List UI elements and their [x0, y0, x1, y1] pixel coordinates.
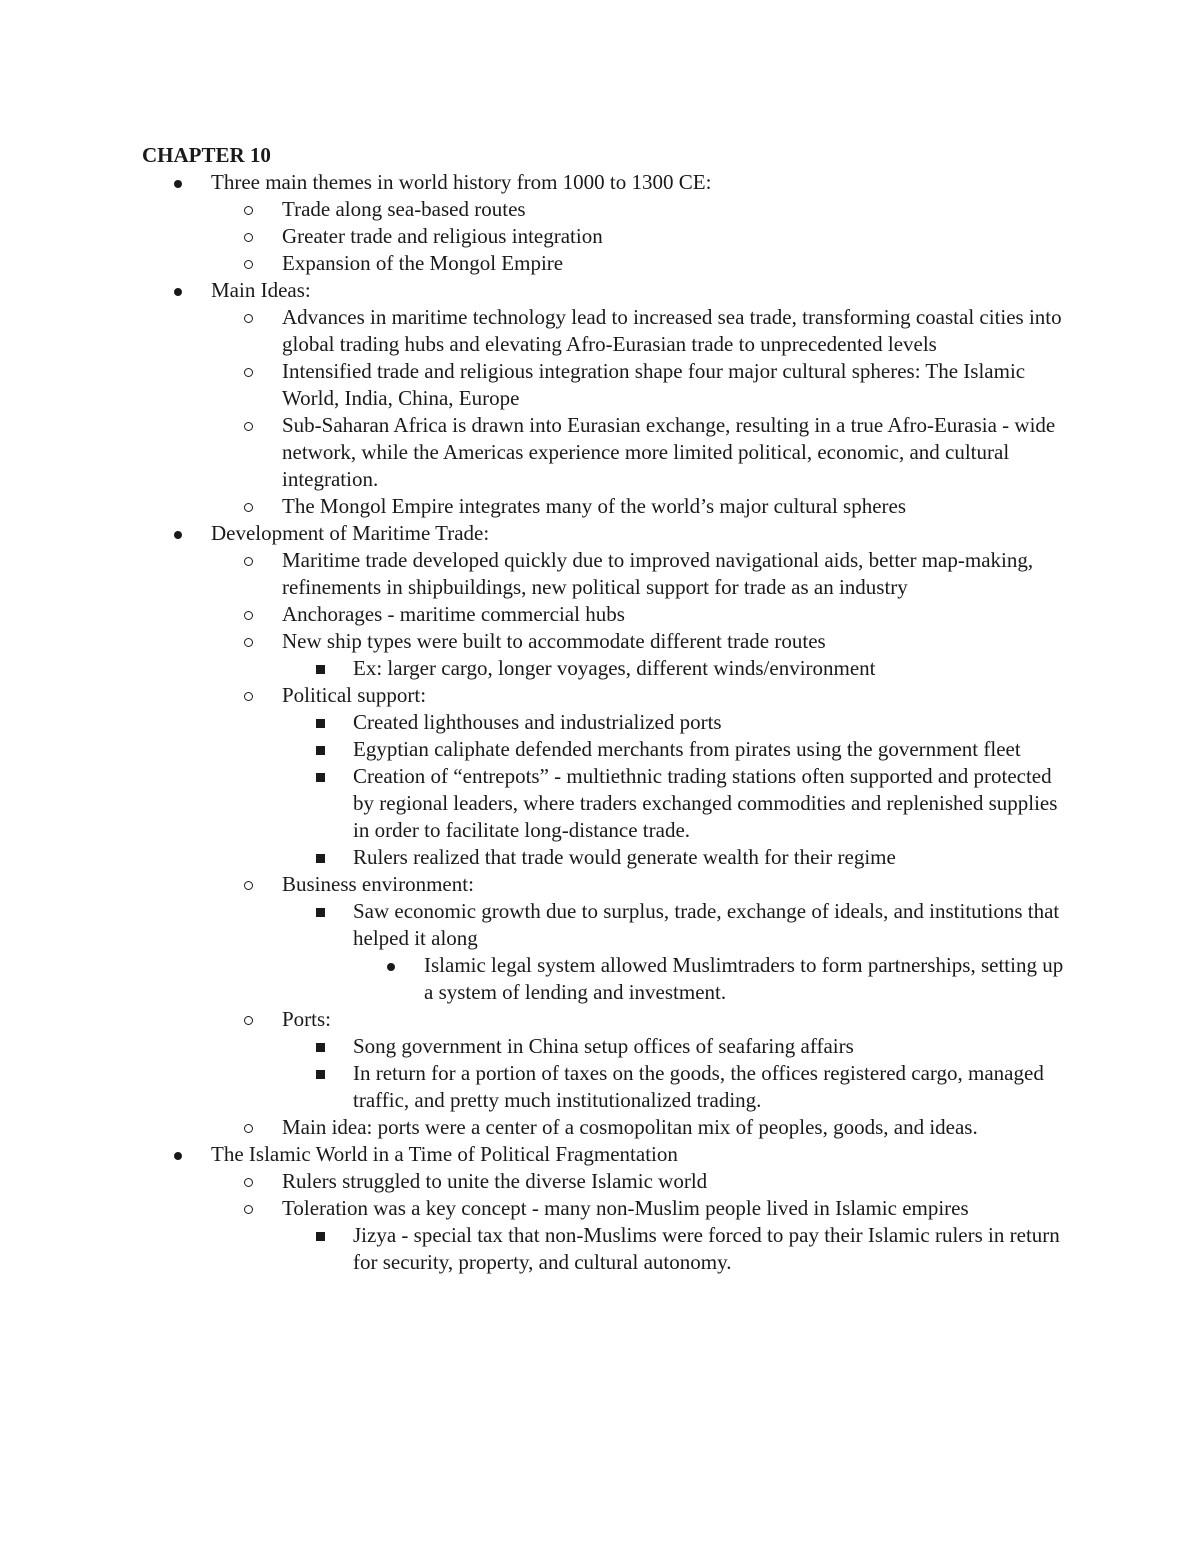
circle-bullet-icon — [244, 304, 258, 331]
outline-item-level-2 — [142, 1168, 1072, 1195]
outline-item-level-1 — [142, 520, 1072, 547]
circle-bullet-icon — [244, 601, 258, 628]
outline-item-level-2 — [142, 223, 1072, 250]
outline-item-text: Sub-Saharan Africa is drawn into Eurasian exchange, resulting in a true Afro-Eurasia - wide network, while the Americas experience more limited political, economic, and cultural integration. — [282, 413, 1056, 491]
circle-bullet-icon — [244, 1168, 258, 1195]
outline-item-text: Egyptian caliphate defended merchants from pirates using the government fleet — [353, 737, 1021, 761]
outline-item-level-3 — [142, 1060, 1072, 1114]
outline-list — [142, 169, 1072, 1276]
outline-item-text: The Mongol Empire integrates many of the world’s major cultural spheres — [282, 494, 907, 518]
square-bullet-icon — [315, 709, 329, 736]
outline-item-text: Jizya - special tax that non-Muslims were forced to pay their Islamic rulers in return for security, property, and cultural autonomy. — [353, 1223, 1060, 1274]
outline-item-level-2 — [142, 304, 1072, 358]
circle-bullet-icon — [244, 250, 258, 277]
square-bullet-icon — [315, 1060, 329, 1087]
square-bullet-icon — [315, 763, 329, 790]
outline-item-level-2 — [142, 358, 1072, 412]
outline-item-level-2 — [142, 682, 1072, 709]
circle-bullet-icon — [244, 1195, 258, 1222]
outline-item-text: Ex: larger cargo, longer voyages, different winds/environment — [353, 656, 876, 680]
circle-bullet-icon — [244, 628, 258, 655]
outline-item-text: Anchorages - maritime commercial hubs — [282, 602, 625, 626]
disc-bullet-icon — [173, 1141, 187, 1168]
outline-item-text: New ship types were built to accommodate different trade routes — [282, 629, 826, 653]
outline-item-level-2 — [142, 493, 1072, 520]
circle-bullet-icon — [244, 1114, 258, 1141]
outline-item-level-1 — [142, 277, 1072, 304]
circle-bullet-icon — [244, 412, 258, 439]
outline-item-level-2 — [142, 601, 1072, 628]
outline-item-text: In return for a portion of taxes on the goods, the offices registered cargo, managed traffic, and pretty much institutionalized trading. — [353, 1061, 1044, 1112]
outline-item-level-2 — [142, 1195, 1072, 1222]
outline-item-level-1 — [142, 1141, 1072, 1168]
outline-item-text: Main idea: ports were a center of a cosmopolitan mix of peoples, goods, and ideas. — [282, 1115, 978, 1139]
outline-item-text: Expansion of the Mongol Empire — [282, 251, 564, 275]
outline-item-text: Maritime trade developed quickly due to improved navigational aids, better map-making, refinements in shipbuildings, new political support for trade as an industry — [282, 548, 1034, 599]
disc-bullet-icon — [173, 169, 187, 196]
square-bullet-icon — [315, 655, 329, 682]
circle-bullet-icon — [244, 358, 258, 385]
circle-bullet-icon — [244, 682, 258, 709]
circle-bullet-icon — [244, 547, 258, 574]
circle-bullet-icon — [244, 493, 258, 520]
outline-item-text: Political support: — [282, 683, 427, 707]
square-bullet-icon — [315, 844, 329, 871]
outline-item-level-3 — [142, 844, 1072, 871]
outline-item-level-3 — [142, 709, 1072, 736]
outline-item-level-2 — [142, 250, 1072, 277]
outline-item-text: Business environment: — [282, 872, 474, 896]
outline-item-level-2 — [142, 871, 1072, 898]
outline-item-text: Three main themes in world history from 1000 to 1300 CE: — [211, 170, 712, 194]
outline-item-level-2 — [142, 628, 1072, 655]
outline-item-text: The Islamic World in a Time of Political Fragmentation — [211, 1142, 678, 1166]
outline-item-text: Main Ideas: — [211, 278, 311, 302]
outline-item-text: Created lighthouses and industrialized ports — [353, 710, 722, 734]
document-body — [142, 142, 1072, 1276]
outline-item-text: Ports: — [282, 1007, 332, 1031]
outline-item-level-1 — [142, 169, 1072, 196]
outline-item-text: Creation of “entrepots” - multiethnic trading stations often supported and protected by regional leaders, where traders exchanged commodities and replenished supplies in order to facilitate long-distance trade. — [353, 764, 1058, 842]
square-bullet-icon — [315, 736, 329, 763]
outline-item-level-2 — [142, 412, 1072, 493]
outline-item-text: Song government in China setup offices of seafaring affairs — [353, 1034, 854, 1058]
outline-item-level-3 — [142, 898, 1072, 952]
disc-bullet-icon — [386, 952, 400, 979]
chapter-title: CHAPTER 10 — [142, 143, 271, 167]
outline-item-text: Intensified trade and religious integration shape four major cultural spheres: The Islamic World, India, China, Europe — [282, 359, 1026, 410]
outline-item-level-3 — [142, 655, 1072, 682]
outline-item-text: Greater trade and religious integration — [282, 224, 603, 248]
outline-item-text: Rulers struggled to unite the diverse Islamic world — [282, 1169, 708, 1193]
disc-bullet-icon — [173, 520, 187, 547]
outline-item-text: Saw economic growth due to surplus, trade, exchange of ideals, and institutions that helped it along — [353, 899, 1060, 950]
square-bullet-icon — [315, 1222, 329, 1249]
outline-item-text: Trade along sea-based routes — [282, 197, 526, 221]
circle-bullet-icon — [244, 196, 258, 223]
outline-item-level-3 — [142, 736, 1072, 763]
circle-bullet-icon — [244, 223, 258, 250]
circle-bullet-icon — [244, 871, 258, 898]
outline-item-text: Rulers realized that trade would generate wealth for their regime — [353, 845, 896, 869]
square-bullet-icon — [315, 1033, 329, 1060]
outline-item-level-4 — [142, 952, 1072, 1006]
outline-item-text: Advances in maritime technology lead to increased sea trade, transforming coastal cities into global trading hubs and elevating Afro-Eurasian trade to unprecedented levels — [282, 305, 1062, 356]
outline-item-level-2 — [142, 547, 1072, 601]
circle-bullet-icon — [244, 1006, 258, 1033]
outline-item-text: Islamic legal system allowed Muslimtraders to form partnerships, setting up a system of lending and investment. — [424, 953, 1064, 1004]
square-bullet-icon — [315, 898, 329, 925]
outline-item-level-3 — [142, 1222, 1072, 1276]
outline-item-level-3 — [142, 1033, 1072, 1060]
outline-item-text: Development of Maritime Trade: — [211, 521, 490, 545]
outline-item-level-2 — [142, 1006, 1072, 1033]
outline-item-level-2 — [142, 1114, 1072, 1141]
outline-item-text: Toleration was a key concept - many non-Muslim people lived in Islamic empires — [282, 1196, 969, 1220]
outline-item-level-3 — [142, 763, 1072, 844]
disc-bullet-icon — [173, 277, 187, 304]
outline-item-level-2 — [142, 196, 1072, 223]
